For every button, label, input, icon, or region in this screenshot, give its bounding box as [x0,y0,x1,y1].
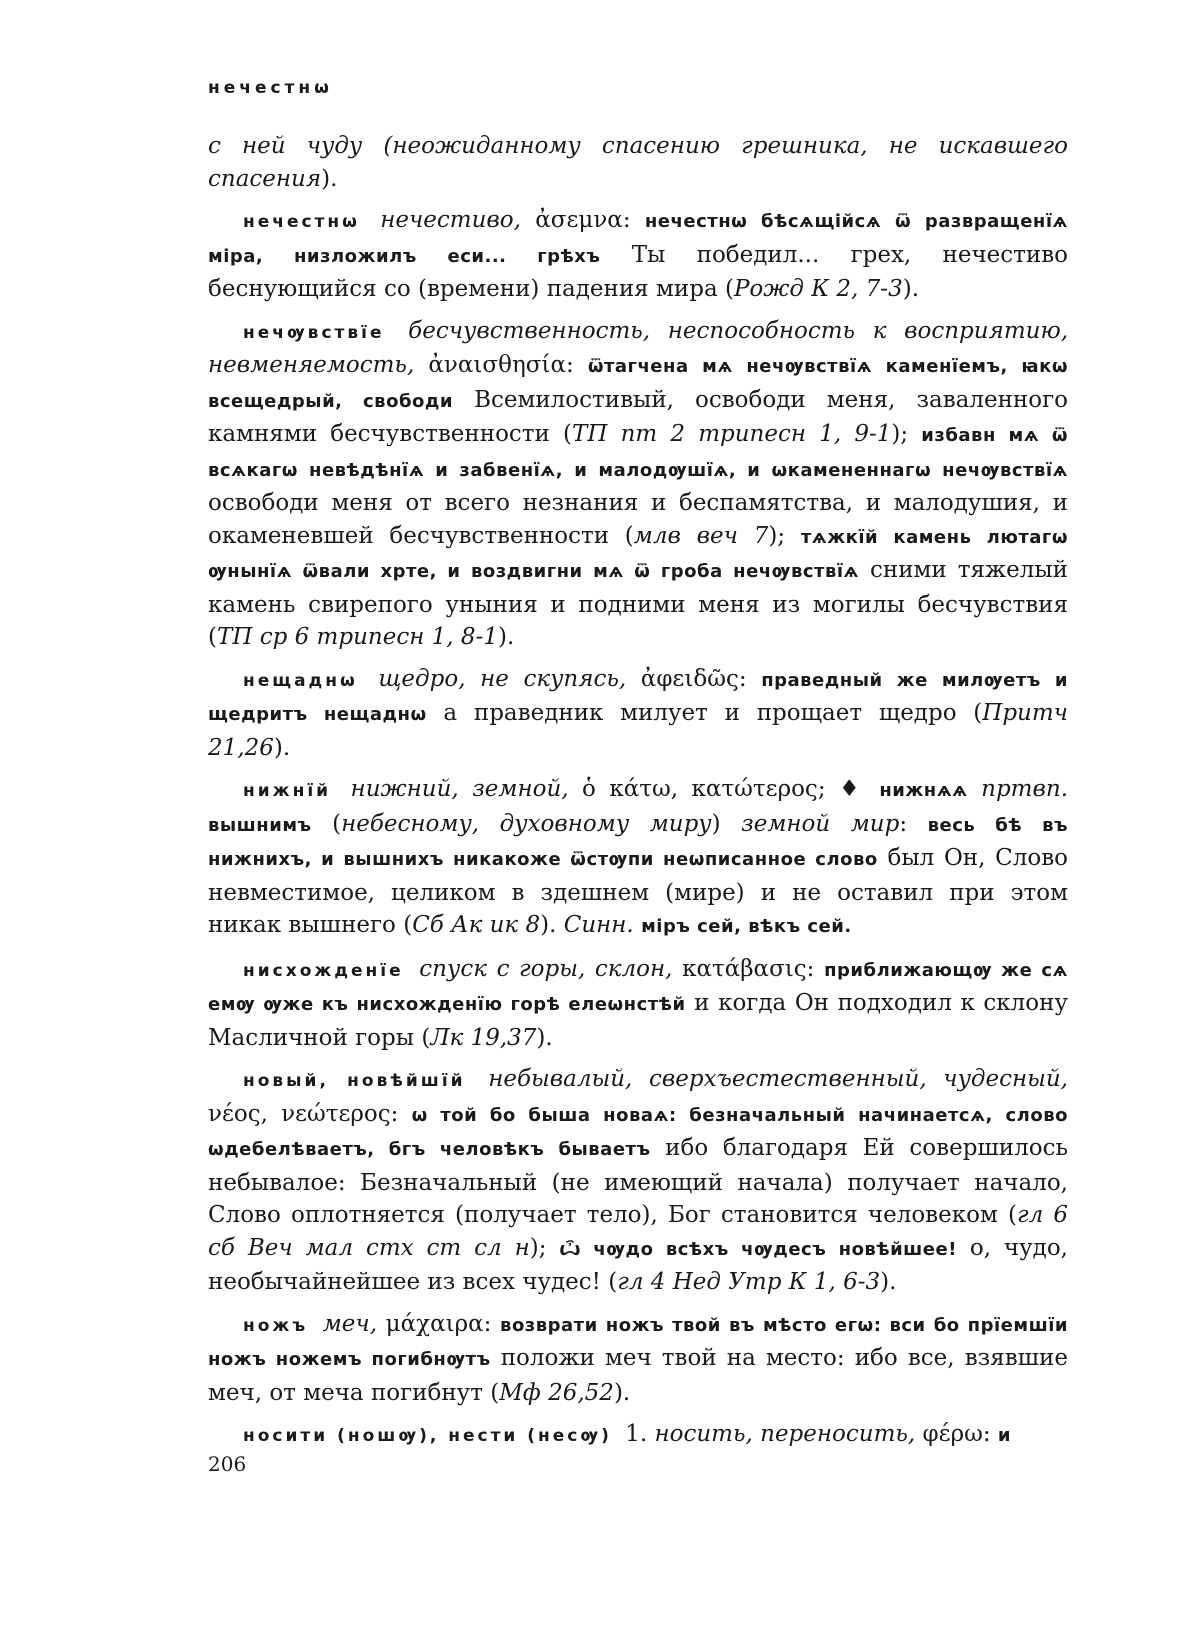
church-slavonic-citation: праведный же милѹетъ и щедритъ нещаднѡ [208,669,1068,725]
plain-text: положи меч твой на место: ибо все, взявшие меч, от меча погибнут ( [208,1345,1068,1406]
italic-text: Синн. [563,912,642,938]
church-slavonic-citation: ѿтагчена мѧ нечѹвствїѧ каменїемъ, ꙗкѡ всещедрый, свободи [208,356,1069,412]
italic-text: земной мир [741,810,900,837]
church-slavonic-citation: ѽ чѹдо всѣхъ чѹдесъ новѣйшее! [559,1238,957,1260]
plain-text: ). [321,165,338,192]
headword: носити (ношѹ), нести (несѹ) [243,1426,612,1446]
italic-text: Лк 19,37 [430,1024,537,1051]
italic-text: нечестиво, [380,207,536,233]
headword: нисхожденїе [243,960,404,981]
plain-text: : [899,810,928,837]
headword: новый, новѣйшїй [243,1071,466,1091]
plain-text: ); [891,421,922,447]
plain-text: Ты победил... грех, нечестиво беснующийся со (времени) падения мира ( [208,241,1068,302]
continued-paragraph [208,130,1068,195]
dictionary-entry [208,1063,1068,1299]
church-slavonic-citation: приближающѹ же сѧ емѹ ѹже къ нисхожденїю горѣ елеѡнстѣй [208,959,1069,1015]
italic-text: Мф 26,52 [499,1379,614,1406]
headword: нещаднѡ [243,670,358,691]
church-slavonic-citation: возврати ножъ твой въ мѣсто егѡ: вси бо прїемшїи ножъ ножемъ погибнѹтъ [208,1314,1068,1370]
church-slavonic-citation: міръ сей, вѣкъ сей. [641,916,852,937]
italic-text: гл 6 сб Веч мал стх ст сл н [208,1202,1069,1261]
plain-text: ). [273,734,291,761]
running-head: нечестнѡ [208,78,333,98]
italic-text: млв веч 7 [633,522,769,549]
dictionary-entry [208,315,1068,654]
plain-text: ) [711,810,742,837]
church-slavonic-citation: нижнѧѧ [879,780,968,801]
church-slavonic-citation: весь бѣ въ нижнихъ, и вышнихъ никакоже ѿстѹпи неѡписанное слово [208,814,1068,870]
plain-text: φέρω: [922,1421,998,1447]
italic-text: неожиданному спасению грешника, не искавшего спасения [208,133,1068,192]
church-slavonic-citation: избавн мѧ ѿ всѧкагѡ невѣдѣнїѧ и забвенїѧ, и малодѹшїѧ, и ѡкамененнагѡ нечѹвствїѧ [208,425,1068,481]
plain-text: Всемилостивый, освободи меня, заваленного камнями бесчувственности ( [208,386,1068,447]
headword: нижнїй [243,781,332,801]
headword: нечѹвствїе [243,322,385,343]
plain-text: ). [880,1269,897,1295]
plain-text: о, чудо, необычайнейшее из всех чудес! ( [208,1234,1068,1295]
plain-text: и когда Он подходил к склону Масличной горы ( [208,990,1068,1051]
plain-text: ); [768,522,801,549]
italic-text: щедро, не скупясь, [378,665,641,692]
church-slavonic-citation: тѧжкїй камень лютагѡ ѹнынїѧ ѿвали хрте, и воздвигни мѧ ѿ гроба нечѹвствїѧ [208,526,1068,582]
plain-text: ). [613,1379,631,1406]
church-slavonic-citation: вышнимъ [208,814,312,836]
italic-text: носить, переносить, [654,1421,923,1447]
plain-text: νέος, νεώτερος: [208,1100,412,1127]
plain-text: ). [902,276,920,302]
italic-text: пртвп. [967,776,1069,802]
italic-text: небывалый, сверхъестественный, чудесный, [488,1066,1068,1092]
plain-text: ). [536,1024,553,1051]
plain-text: ἀναισθησία: [428,352,588,378]
plain-text: ). [497,624,515,650]
church-slavonic-citation: ѡ той бо быша новаѧ: безначальный начинаетсѧ, слово ѡдебелѣваетъ, бгъ человѣкъ бываетъ [208,1104,1068,1160]
italic-text: бесчувственность, неспособность к восприятию, невменяемость, [208,317,1068,378]
italic-text: меч, [322,1310,386,1337]
italic-text: Рожд К 2, 7-3 [733,276,903,302]
plain-text: ὁ κάτω, κατώτερος; ♦ [582,776,880,802]
headword: нечестнѡ [243,212,360,232]
plain-text: освободи меня от всего незнания и беспамятства, и малодушия, и окаменевшей бесчувственности ( [208,490,1068,549]
plain-text: сними тяжелый камень свирепого уныния и подними меня из могилы бесчувствия ( [208,557,1068,650]
dictionary-entry [208,1308,1068,1410]
plain-text: ). [540,912,564,938]
headword: ножъ [243,1315,309,1336]
italic-text: ТП пт 2 трипесн 1, 9-1 [572,421,892,447]
page-number: 206 [208,1452,247,1476]
plain-text: ἀσεμνα: [535,207,645,233]
dictionary-entry [208,953,1068,1055]
italic-text: ТП ср 6 трипесн 1, 8-1 [216,624,498,650]
italic-text: с ней чуду ( [208,133,393,159]
plain-text: ибо благодаря Ей совершилось небывалое: Безначальный (не имеющий начала) получает начало, Слово оплотняется (получает тело), Бог становится человеком ( [208,1135,1068,1228]
dictionary-entry [208,663,1068,765]
church-slavonic-citation: нечестнѡ бѣсѧщійсѧ ѿ развращенїѧ міра, низложилъ еси... грѣхъ [208,211,1068,267]
italic-text: нижний, земной, [350,776,583,802]
dictionary-entry [208,1418,1068,1453]
plain-text: μάχαιρα: [385,1310,501,1337]
dictionary-entry [208,204,1068,306]
italic-text: спуск с горы, склон, [419,955,683,982]
dictionary-entry [208,773,1068,944]
plain-text: ); [529,1234,560,1261]
plain-text: 1. [625,1421,655,1447]
italic-text: Притч 21,26 [208,700,1068,761]
italic-text: гл 4 Нед Утр К 1, 6-3 [617,1269,881,1295]
italic-text: Сб Ак ик 8 [412,912,541,938]
dictionary-text [208,130,1068,1462]
italic-text: небесному, духовному миру [341,810,712,837]
church-slavonic-citation: и [997,1425,1012,1446]
plain-text: а праведник милует и прощает щедро ( [426,700,983,726]
plain-text: κατάβασις: [682,955,825,982]
plain-text: ( [311,810,342,837]
plain-text: был Он, Слово невместимое, целиком в здешнем (мире) и не оставил при этом никак вышнего ( [208,845,1068,938]
plain-text: ἀφειδῶς: [640,665,762,692]
